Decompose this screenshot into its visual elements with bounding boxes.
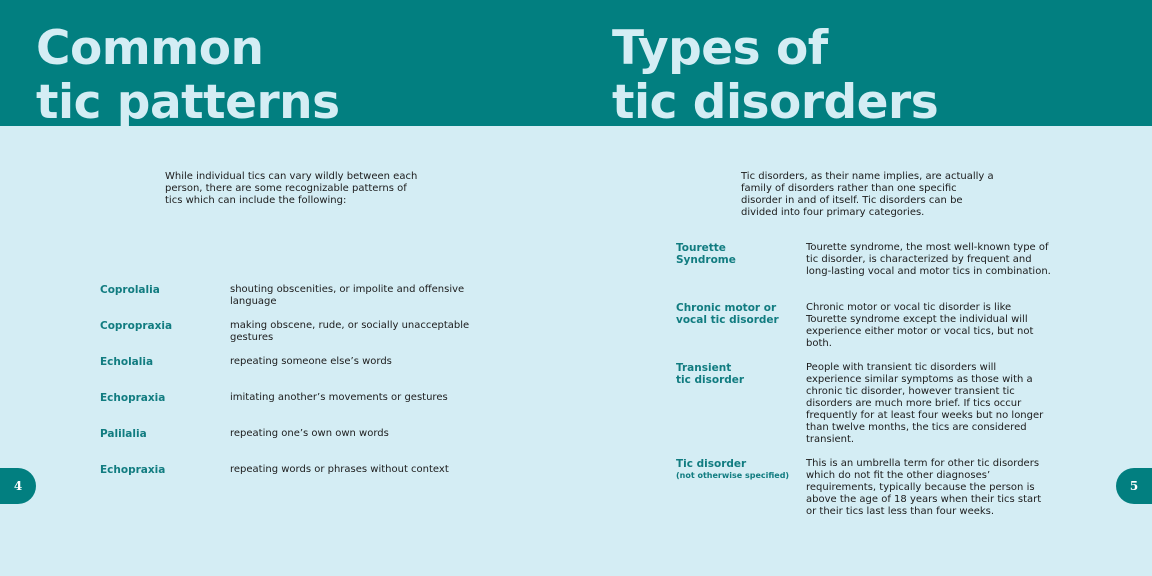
pattern-description: repeating words or phrases without context [230, 464, 449, 475]
pattern-description: repeating someone else’s words [230, 356, 392, 367]
page-number-badge-left: 4 [0, 468, 36, 504]
pattern-description: repeating one’s own own words [230, 428, 389, 439]
disorder-type-description: People with transient tic disorders will experience similar symptoms as those with a chronic tic disorder, however transient tic disorders are much more brief. If tics occur frequently for at least four weeks but no longer than twelve months, the tics are considered transient. [806, 362, 1044, 445]
left-page-title [36, 22, 340, 130]
disorder-term-line: Syndrome [676, 254, 736, 266]
right-title-line-1: Types of [612, 21, 828, 76]
right-title-line-2: tic disorders [612, 75, 939, 130]
disorder-type-description: Tourette syndrome, the most well-known type of tic disorder, is characterized by frequent and long-lasting vocal and motor tics in combination. [806, 242, 1051, 277]
right-page-title [612, 22, 938, 130]
disorder-term-line: Tourette [676, 242, 726, 254]
disorder-type-term [676, 458, 801, 481]
right-intro-paragraph: Tic disorders, as their name implies, are actually a family of disorders rather than one specific disorder in and of itself. Tic disorders can be divided into four primary categories. [741, 171, 994, 218]
disorder-term-line: Transient [676, 362, 732, 374]
pattern-term: Echopraxia [100, 464, 166, 476]
pattern-description: shouting obscenities, or impolite and offensive language [230, 284, 465, 307]
pattern-description: imitating another’s movements or gestures [230, 392, 448, 403]
disorder-term-line: vocal tic disorder [676, 314, 779, 326]
disorder-term-line: Chronic motor or [676, 302, 777, 314]
page-number-badge-right: 5 [1116, 468, 1152, 504]
disorder-term-qualifier: (not otherwise specified) [676, 471, 790, 480]
pattern-term: Echolalia [100, 356, 154, 368]
disorder-type-term [676, 242, 801, 266]
disorder-term-line: tic disorder [676, 374, 745, 386]
left-intro-paragraph: While individual tics can vary wildly between each person, there are some recognizable patterns of tics which can include the following: [165, 171, 418, 206]
pattern-term: Palilalia [100, 428, 147, 440]
pattern-term: Copropraxia [100, 320, 173, 332]
left-title-line-1: Common [36, 21, 264, 76]
pattern-description: making obscene, rude, or socially unacceptable gestures [230, 320, 470, 343]
disorder-type-description: Chronic motor or vocal tic disorder is like Tourette syndrome except the individual will experience either motor or vocal tics, but not both. [806, 302, 1034, 349]
disorder-term-line: Tic disorder [676, 458, 747, 470]
pattern-term: Echopraxia [100, 392, 166, 404]
pattern-term: Coprolalia [100, 284, 160, 296]
disorder-type-term [676, 302, 801, 326]
left-title-line-2: tic patterns [36, 75, 340, 130]
disorder-type-description: This is an umbrella term for other tic disorders which do not fit the other diagnoses’ requirements, typically because the person is above the age of 18 years when their tics start or their tics last less than four weeks. [806, 458, 1042, 517]
disorder-type-term [676, 362, 801, 386]
